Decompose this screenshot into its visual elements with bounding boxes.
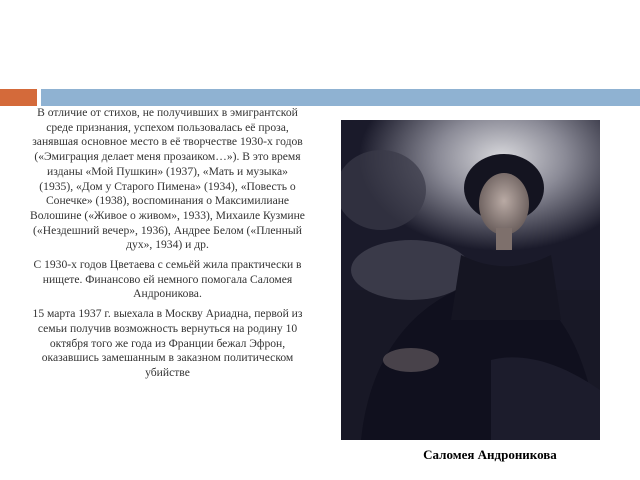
paragraph-return: 15 марта 1937 г. выехала в Москву Ариадна, первой из семьи получив возможность вернуться на родину 10 октября того же года из Франции бежал Эфрон, оказавшись замешанным в заказном политическом убийстве (32, 307, 303, 379)
photo-caption: Саломея Андроникова (423, 447, 557, 462)
accent-bar-blue (41, 89, 640, 106)
paragraph-prose: В отличие от стихов, не получивших в эмигрантской среде признания, успехом пользовалась её проза, занявшая основное место в её творчестве 1930-х годов («Эмиграция делает меня прозаиком…»). В это время изданы «Мой Пушкин» (1937), «Мать и музыка» (1935), «Дом у Старого Пимена» (1934), «Повесть о Сонечке» (1938), воспоминания о Максимилиане Волошине («Живое о живом», 1933), Михаиле Кузмине («Нездешний вечер», 1936), Андрее Белом («Пленный дух», 1934) и др. (30, 106, 305, 252)
accent-bar-orange (0, 89, 37, 106)
portrait-photo (341, 120, 600, 440)
portrait-image (341, 120, 600, 440)
paragraph-poverty: С 1930-х годов Цветаева с семьёй жила практически в нищете. Финансово ей немного помогала Саломея Андроникова. (33, 258, 302, 301)
slide-text (30, 106, 305, 386)
